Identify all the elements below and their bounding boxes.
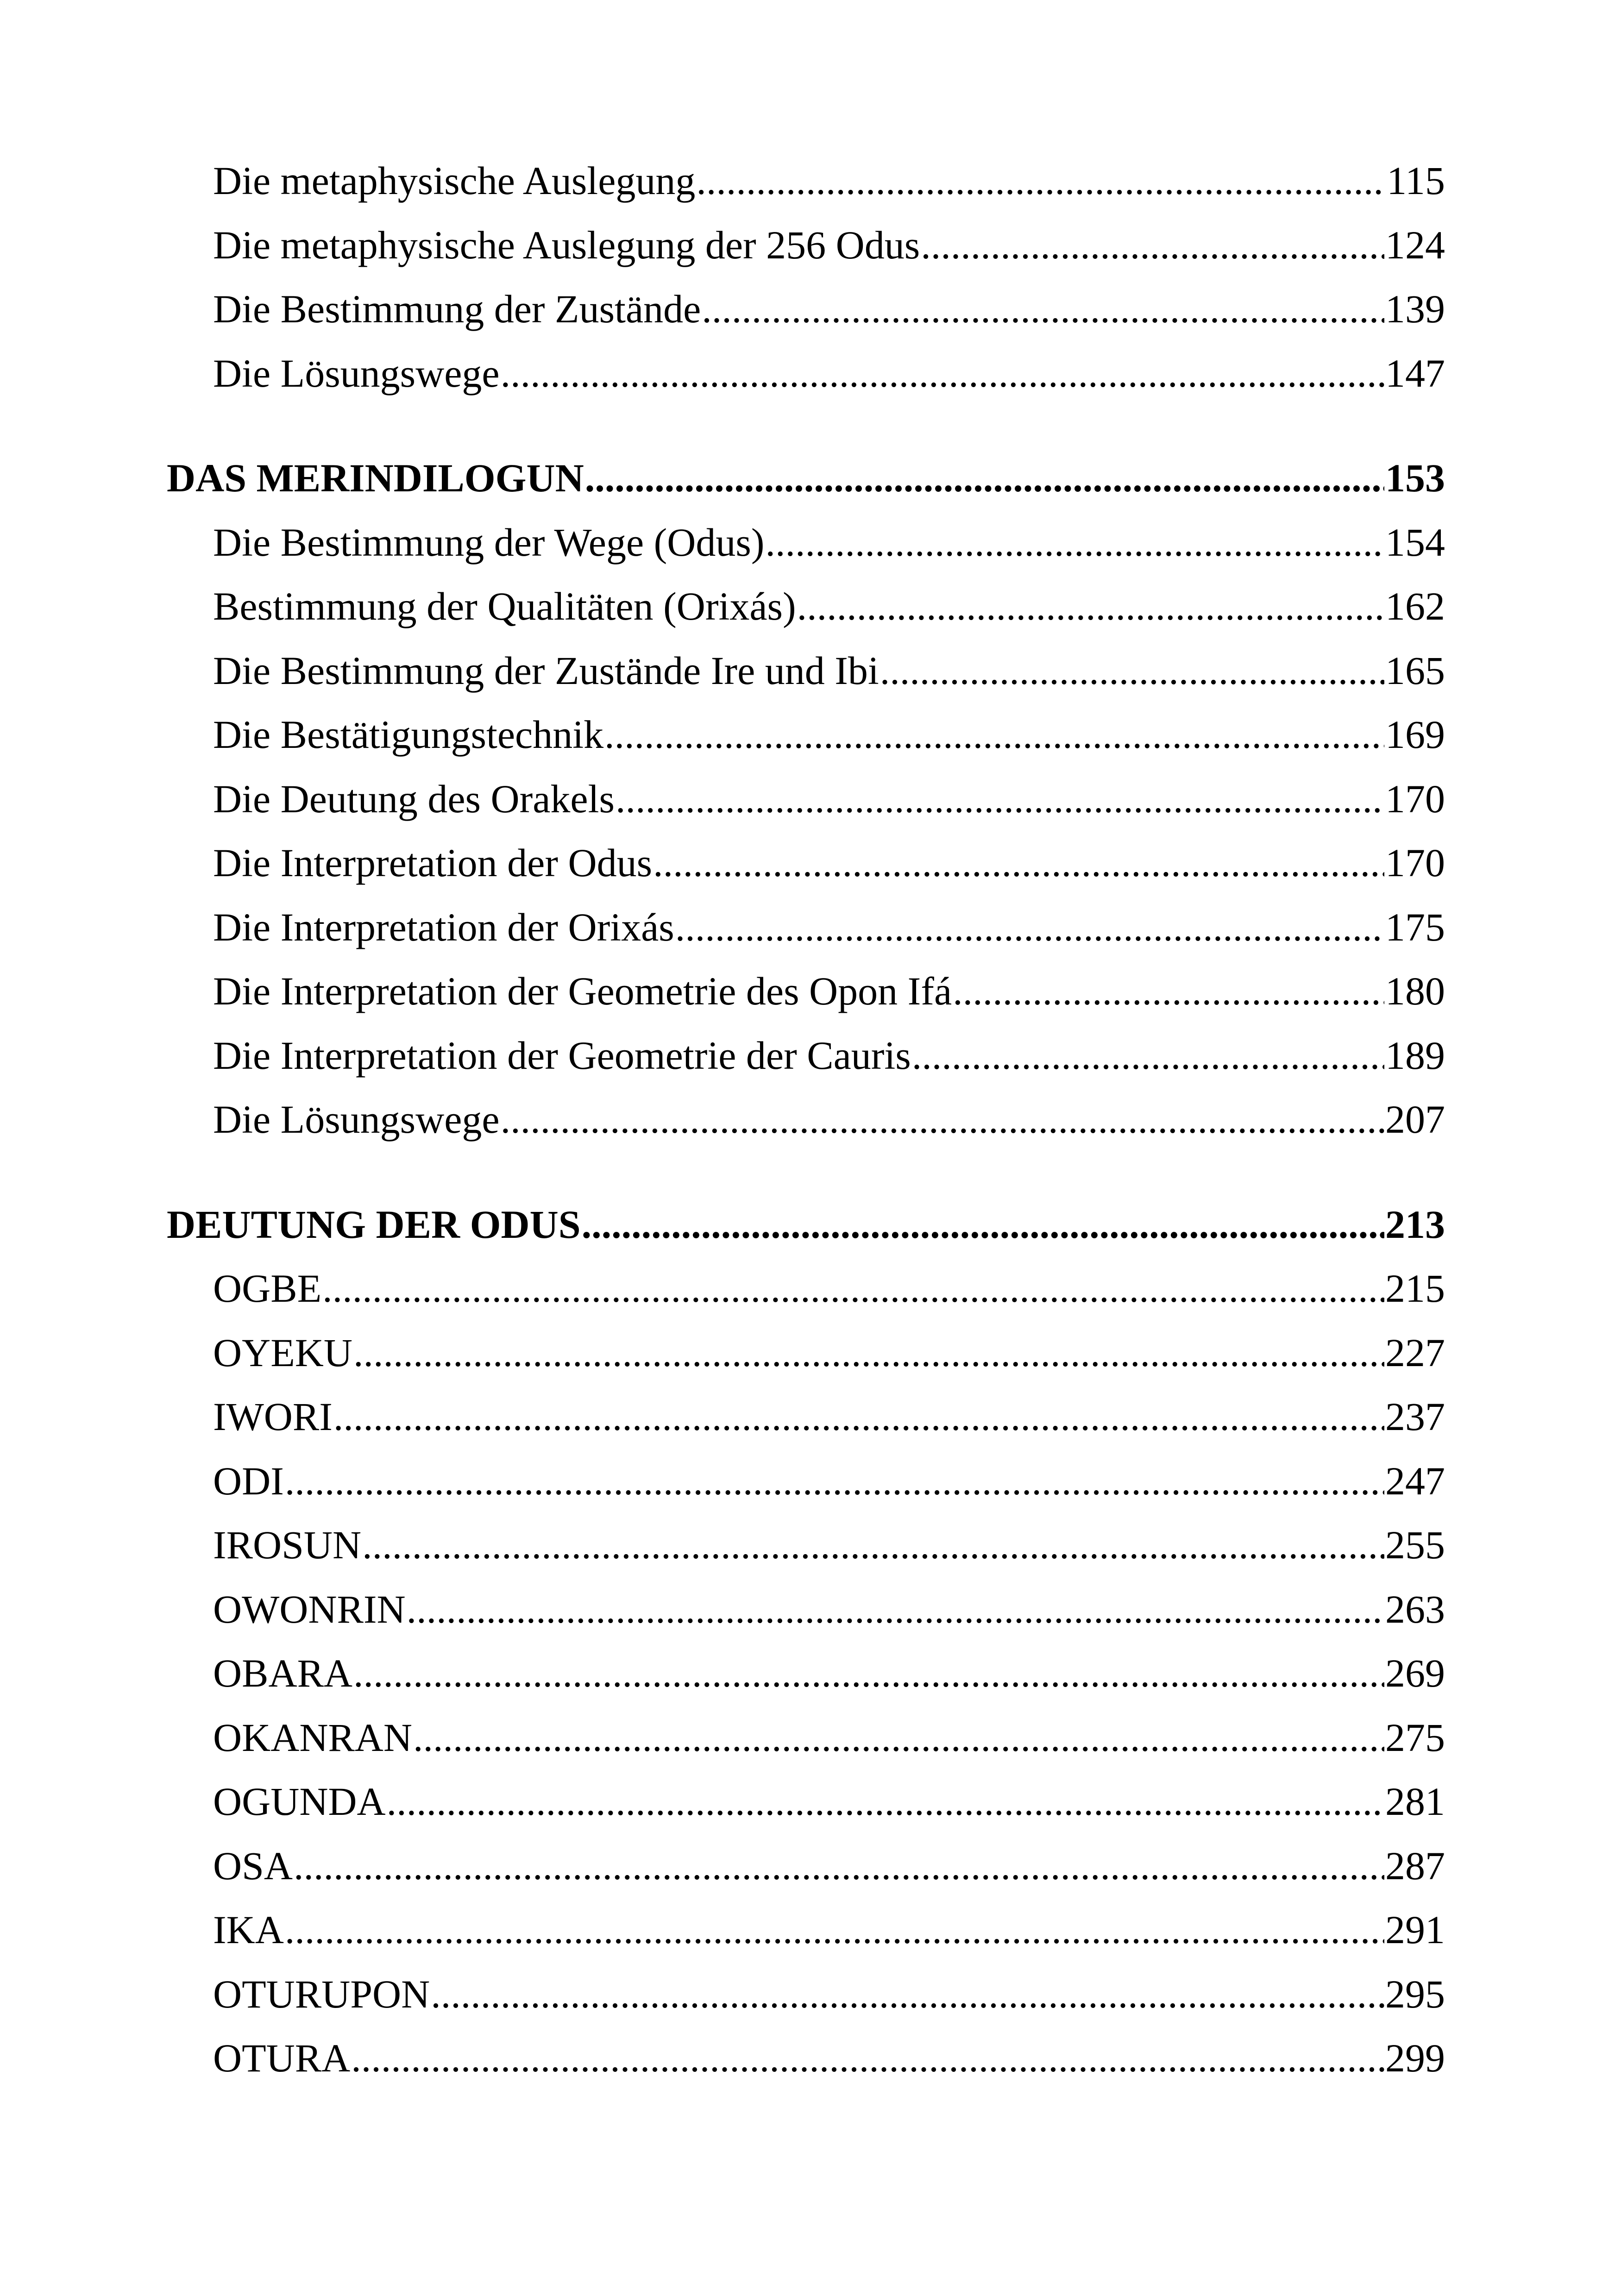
dot-leader bbox=[285, 1907, 1384, 1953]
toc-entry[interactable] bbox=[167, 1330, 1445, 1394]
dot-leader bbox=[333, 1393, 1384, 1440]
dot-leader bbox=[501, 350, 1384, 396]
toc-heading-page-number: 153 bbox=[1385, 456, 1445, 500]
dot-leader bbox=[582, 1201, 1384, 1248]
toc-entry-page-number: 115 bbox=[1387, 158, 1445, 203]
toc-entry-page-number: 162 bbox=[1385, 584, 1445, 628]
dot-leader bbox=[702, 286, 1384, 332]
toc-entry-page-number: 165 bbox=[1385, 648, 1445, 693]
dot-leader bbox=[604, 711, 1384, 758]
dot-leader bbox=[351, 2035, 1384, 2081]
dot-leader bbox=[431, 1971, 1384, 2017]
toc-entry-page-number: 287 bbox=[1385, 1843, 1445, 1888]
toc-entry[interactable] bbox=[167, 1714, 1445, 1779]
toc-entry-page-number: 170 bbox=[1385, 841, 1445, 885]
toc-entry-label: OTURUPON bbox=[213, 1971, 430, 2016]
toc-entry-page-number: 169 bbox=[1385, 712, 1445, 757]
toc-entry-page-number: 175 bbox=[1385, 904, 1445, 949]
section-gap bbox=[167, 1161, 1445, 1201]
toc-entry[interactable] bbox=[167, 1907, 1445, 1971]
toc-entry-page-number: 295 bbox=[1385, 1971, 1445, 2016]
toc-entry[interactable] bbox=[167, 1393, 1445, 1458]
dot-leader bbox=[797, 583, 1384, 629]
toc-entry-page-number: 263 bbox=[1385, 1587, 1445, 1631]
toc-entry[interactable] bbox=[167, 1522, 1445, 1586]
toc-entry-label: IROSUN bbox=[213, 1523, 362, 1567]
toc-entry-label: OBARA bbox=[213, 1651, 353, 1695]
toc-entry-page-number: 281 bbox=[1385, 1779, 1445, 1824]
toc-entry-page-number: 154 bbox=[1385, 520, 1445, 565]
toc-entry[interactable] bbox=[167, 1650, 1445, 1714]
toc-heading-label: DEUTUNG DER ODUS bbox=[167, 1202, 581, 1247]
toc-entry-label: IWORI bbox=[213, 1394, 333, 1439]
toc-entry-page-number: 237 bbox=[1385, 1394, 1445, 1439]
dot-leader bbox=[413, 1714, 1384, 1761]
toc-entry-label: OTURA bbox=[213, 2036, 351, 2080]
toc-entry[interactable] bbox=[167, 711, 1445, 776]
toc-entry-label: Die Interpretation der Orixás bbox=[213, 904, 674, 949]
toc-entry-page-number: 269 bbox=[1385, 1651, 1445, 1695]
toc-entry-label: Die Interpretation der Geometrie der Cauris bbox=[213, 1033, 911, 1078]
toc-entry[interactable] bbox=[167, 1032, 1445, 1097]
table-of-contents bbox=[167, 157, 1445, 2099]
toc-entry[interactable] bbox=[167, 1458, 1445, 1522]
toc-section-heading[interactable] bbox=[167, 455, 1445, 519]
toc-entry[interactable] bbox=[167, 583, 1445, 647]
toc-entry-label: Die metaphysische Auslegung der 256 Odus bbox=[213, 222, 920, 267]
dot-leader bbox=[921, 222, 1384, 268]
toc-entry-label: Die metaphysische Auslegung bbox=[213, 158, 696, 203]
dot-leader bbox=[285, 1458, 1384, 1504]
toc-heading-label: DAS MERINDILOGUN bbox=[167, 456, 584, 500]
toc-entry[interactable] bbox=[167, 968, 1445, 1032]
toc-entry-page-number: 275 bbox=[1385, 1715, 1445, 1760]
dot-leader bbox=[585, 455, 1384, 501]
toc-entry[interactable] bbox=[167, 776, 1445, 840]
toc-heading-page-number: 213 bbox=[1385, 1202, 1445, 1247]
dot-leader bbox=[953, 968, 1384, 1014]
toc-entry-page-number: 147 bbox=[1385, 351, 1445, 395]
dot-leader bbox=[653, 840, 1384, 886]
toc-entry-label: OWONRIN bbox=[213, 1587, 406, 1631]
toc-entry[interactable] bbox=[167, 222, 1445, 286]
toc-entry[interactable] bbox=[167, 519, 1445, 583]
dot-leader bbox=[353, 1330, 1384, 1376]
toc-entry-label: Die Interpretation der Geometrie des Opon Ifá bbox=[213, 969, 952, 1013]
section-gap bbox=[167, 414, 1445, 455]
toc-entry-page-number: 227 bbox=[1385, 1330, 1445, 1375]
dot-leader bbox=[407, 1586, 1384, 1632]
toc-entry[interactable] bbox=[167, 1778, 1445, 1843]
toc-entry-page-number: 139 bbox=[1385, 287, 1445, 331]
toc-entry-page-number: 215 bbox=[1385, 1266, 1445, 1311]
toc-entry-label: Die Bestimmung der Zustände Ire und Ibi bbox=[213, 648, 879, 693]
toc-entry-page-number: 124 bbox=[1385, 222, 1445, 267]
toc-entry-label: Bestimmung der Qualitäten (Orixás) bbox=[213, 584, 796, 628]
dot-leader bbox=[880, 647, 1384, 694]
dot-leader bbox=[362, 1522, 1384, 1568]
dot-leader bbox=[765, 519, 1384, 565]
dot-leader bbox=[696, 157, 1386, 204]
toc-section-heading[interactable] bbox=[167, 1201, 1445, 1266]
toc-entry[interactable] bbox=[167, 350, 1445, 414]
toc-entry-label: OSA bbox=[213, 1843, 293, 1888]
toc-entry-label: Die Lösungswege bbox=[213, 1097, 500, 1142]
toc-entry-label: Die Interpretation der Odus bbox=[213, 841, 653, 885]
toc-entry[interactable] bbox=[167, 1843, 1445, 1907]
toc-entry[interactable] bbox=[167, 840, 1445, 904]
toc-entry-page-number: 207 bbox=[1385, 1097, 1445, 1142]
toc-entry[interactable] bbox=[167, 647, 1445, 712]
toc-entry-label: IKA bbox=[213, 1907, 284, 1952]
toc-entry[interactable] bbox=[167, 904, 1445, 968]
toc-entry-page-number: 247 bbox=[1385, 1458, 1445, 1503]
toc-entry[interactable] bbox=[167, 2035, 1445, 2099]
toc-entry[interactable] bbox=[167, 1586, 1445, 1650]
toc-entry-label: Die Deutung des Orakels bbox=[213, 776, 615, 821]
toc-entry-page-number: 170 bbox=[1385, 776, 1445, 821]
toc-entry-label: ODI bbox=[213, 1458, 284, 1503]
toc-entry-label: OKANRAN bbox=[213, 1715, 412, 1760]
dot-leader bbox=[353, 1650, 1384, 1696]
toc-entry-label: Die Lösungswege bbox=[213, 351, 500, 395]
dot-leader bbox=[616, 776, 1384, 822]
toc-entry-label: OYEKU bbox=[213, 1330, 352, 1375]
toc-entry-label: Die Bestimmung der Wege (Odus) bbox=[213, 520, 765, 565]
toc-entry-label: Die Bestätigungstechnik bbox=[213, 712, 604, 757]
toc-entry-label: Die Bestimmung der Zustände bbox=[213, 287, 701, 331]
toc-entry-page-number: 291 bbox=[1385, 1907, 1445, 1952]
dot-leader bbox=[294, 1843, 1384, 1889]
dot-leader bbox=[501, 1096, 1384, 1142]
dot-leader bbox=[912, 1032, 1384, 1079]
toc-entry[interactable] bbox=[167, 157, 1445, 222]
toc-entry[interactable] bbox=[167, 1096, 1445, 1161]
toc-entry[interactable] bbox=[167, 286, 1445, 350]
toc-entry-page-number: 255 bbox=[1385, 1523, 1445, 1567]
toc-entry[interactable] bbox=[167, 1265, 1445, 1330]
toc-entry-page-number: 299 bbox=[1385, 2036, 1445, 2080]
dot-leader bbox=[387, 1778, 1384, 1825]
dot-leader bbox=[322, 1265, 1384, 1311]
dot-leader bbox=[675, 904, 1384, 950]
toc-entry-page-number: 180 bbox=[1385, 969, 1445, 1013]
toc-entry-label: OGBE bbox=[213, 1266, 322, 1311]
toc-entry-label: OGUNDA bbox=[213, 1779, 386, 1824]
toc-entry-page-number: 189 bbox=[1385, 1033, 1445, 1078]
toc-entry[interactable] bbox=[167, 1971, 1445, 2035]
